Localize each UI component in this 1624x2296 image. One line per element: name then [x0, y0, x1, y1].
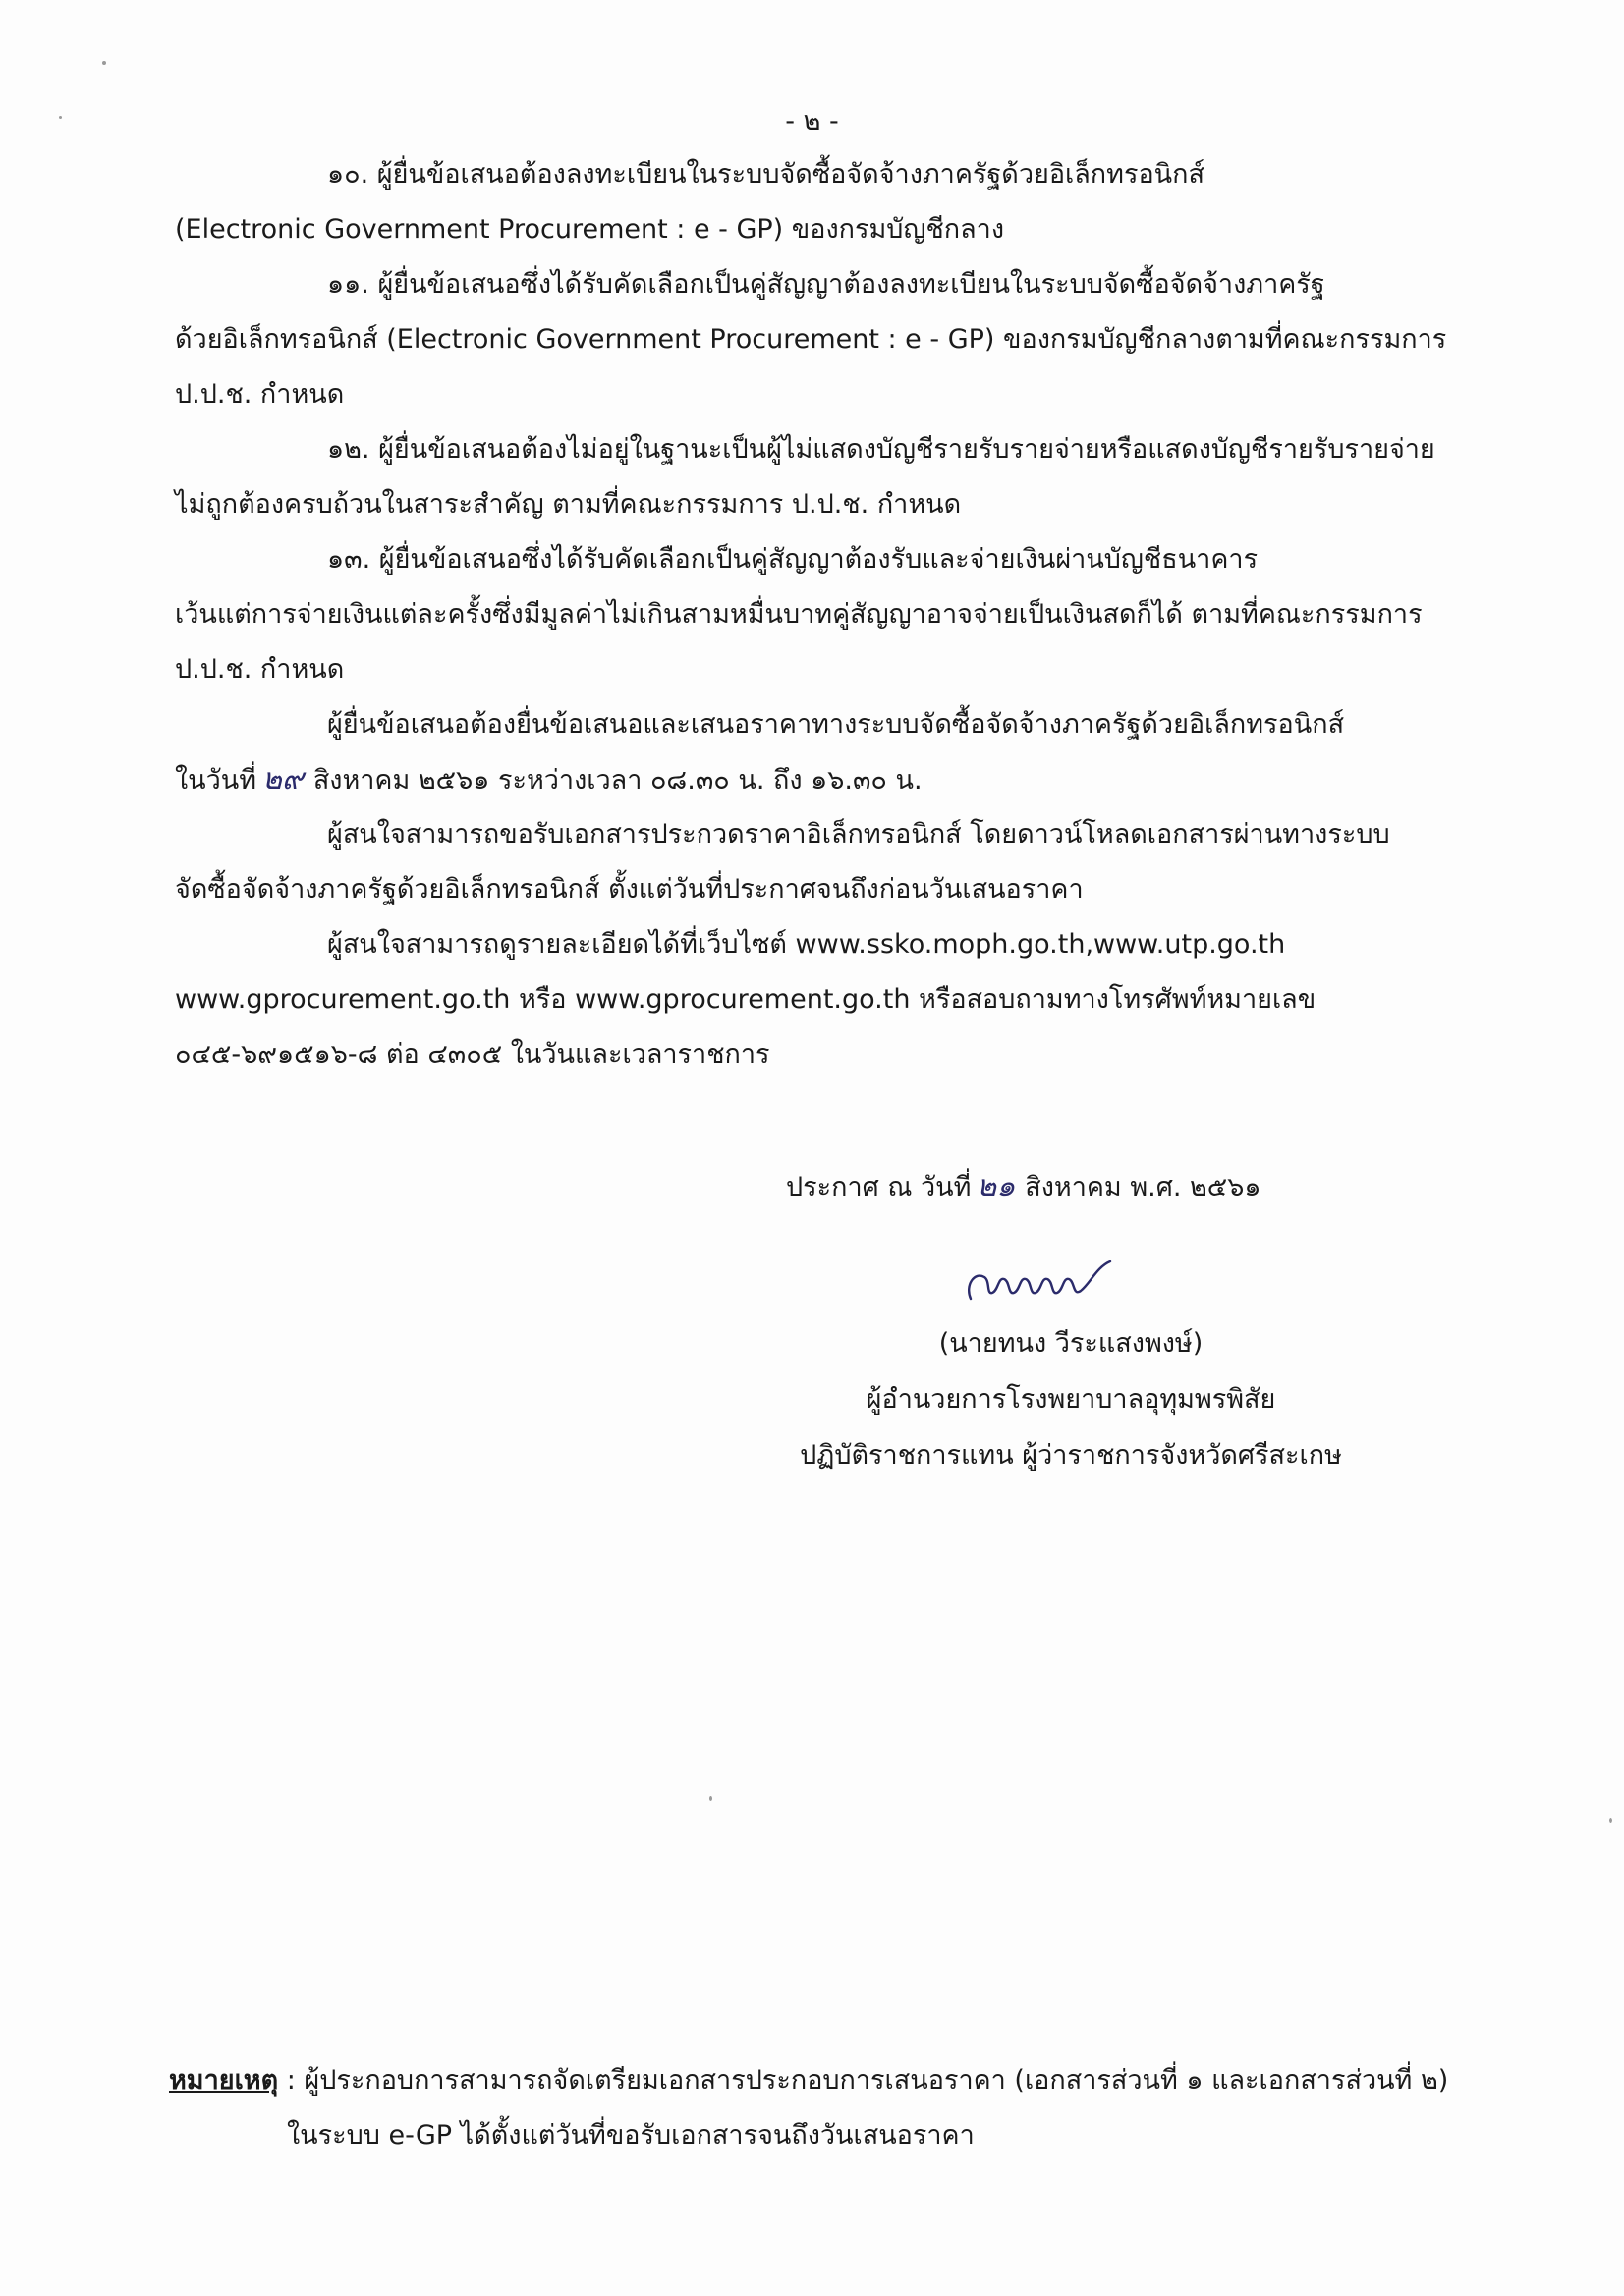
- scan-speck: [709, 1796, 712, 1801]
- clause-line: ๑๐. ผู้ยื่นข้อเสนอต้องลงทะเบียนในระบบจัดซื้อจัดจ้างภาครัฐด้วยอิเล็กทรอนิกส์: [327, 159, 1204, 190]
- clause-13: [175, 532, 1452, 698]
- submission-date-line: [175, 753, 1452, 808]
- clause-line: (Electronic Government Procurement : e - GP) ของกรมบัญชีกลาง: [175, 214, 1005, 245]
- clause-line: ๑๓. ผู้ยื่นข้อเสนอซึ่งได้รับคัดเลือกเป็นคู่สัญญาต้องรับและจ่ายเงินผ่านบัญชีธนาคาร: [327, 544, 1259, 575]
- paragraph-line: ผู้สนใจสามารถดูรายละเอียดได้ที่เว็บไซต์ www.ssko.moph.go.th,www.utp.go.th: [327, 929, 1286, 960]
- announcement-date-prefix: ประกาศ ณ วันที่: [786, 1172, 972, 1203]
- paragraph-line: www.gprocurement.go.th หรือ www.gprocurement.go.th หรือสอบถามทางโทรศัพท์หมายเลข: [175, 984, 1316, 1015]
- clause-line: ไม่ถูกต้องครบถ้วนในสาระสำคัญ ตามที่คณะกรรมการ ป.ป.ช. กำหนด: [175, 489, 962, 520]
- submission-date-prefix: ในวันที่: [175, 765, 257, 796]
- scan-speck: [1609, 1818, 1612, 1823]
- paragraph-line: ผู้สนใจสามารถขอรับเอกสารประกวดราคาอิเล็กทรอนิกส์ โดยดาวน์โหลดเอกสารผ่านทางระบบ: [327, 819, 1390, 850]
- signer-block: [766, 1316, 1375, 1484]
- clause-line: เว้นแต่การจ่ายเงินแต่ละครั้งซึ่งมีมูลค่าไม่เกินสามหมื่นบาทคู่สัญญาอาจจ่ายเป็นเงินสดก็ได้ ตามที่คณะกรรมการ: [175, 599, 1423, 630]
- footnote-line-1: [169, 2053, 1476, 2108]
- clause-line: ป.ป.ช. กำหนด: [175, 379, 345, 410]
- contact-paragraph: [175, 918, 1452, 1083]
- footnote-separator: :: [278, 2065, 305, 2096]
- clause-line: ๑๒. ผู้ยื่นข้อเสนอต้องไม่อยู่ในฐานะเป็นผู้ไม่แสดงบัญชีรายรับรายจ่ายหรือแสดงบัญชีรายรับรายจ่าย: [327, 434, 1435, 465]
- footnote-line-2: ในระบบ e-GP ได้ตั้งแต่วันที่ขอรับเอกสารจนถึงวันเสนอราคา: [287, 2120, 975, 2151]
- handwritten-day: ๒๑: [977, 1169, 1016, 1204]
- announcement-date-rest: สิงหาคม พ.ศ. ๒๕๖๑: [1025, 1172, 1261, 1203]
- announcement-date: [786, 1159, 1261, 1215]
- submission-paragraph: [175, 698, 1452, 808]
- signer-acting: ปฏิบัติราชการแทน ผู้ว่าราชการจังหวัดศรีสะเกษ: [800, 1440, 1342, 1471]
- page-number: - ๒ -: [785, 106, 839, 137]
- clause-10: [175, 147, 1452, 257]
- document-body: [175, 147, 1452, 1083]
- submission-line: ผู้ยื่นข้อเสนอต้องยื่นข้อเสนอและเสนอราคาทางระบบจัดซื้อจัดจ้างภาครัฐด้วยอิเล็กทรอนิกส์: [327, 709, 1345, 740]
- document-download-paragraph: [175, 808, 1452, 918]
- signer-position: ผู้อำนวยการโรงพยาบาลอุทุมพรพิสัย: [866, 1384, 1276, 1415]
- handwritten-signature: [963, 1248, 1159, 1316]
- paragraph-line: ๐๔๕-๖๙๑๕๑๖-๘ ต่อ ๔๓๐๕ ในวันและเวลาราชการ: [175, 1039, 770, 1070]
- clause-line: ๑๑. ผู้ยื่นข้อเสนอซึ่งได้รับคัดเลือกเป็นคู่สัญญาต้องลงทะเบียนในระบบจัดซื้อจัดจ้างภาครัฐ: [327, 269, 1325, 300]
- clause-line: ด้วยอิเล็กทรอนิกส์ (Electronic Government Procurement : e - GP) ของกรมบัญชีกลางตามที่คณะกรรมการ: [175, 324, 1447, 355]
- scan-speck: [102, 61, 106, 65]
- clause-11: [175, 257, 1452, 422]
- clause-line: ป.ป.ช. กำหนด: [175, 654, 345, 685]
- footnote-text: ผู้ประกอบการสามารถจัดเตรียมเอกสารประกอบการเสนอราคา (เอกสารส่วนที่ ๑ และเอกสารส่วนที่ ๒): [304, 2065, 1449, 2096]
- clause-12: [175, 422, 1452, 532]
- footnote: [169, 2053, 1476, 2163]
- paragraph-line: จัดซื้อจัดจ้างภาครัฐด้วยอิเล็กทรอนิกส์ ตั้งแต่วันที่ประกาศจนถึงก่อนวันเสนอราคา: [175, 874, 1084, 905]
- footnote-label: หมายเหตุ: [169, 2065, 279, 2096]
- handwritten-day: ๒๙: [262, 762, 304, 797]
- submission-date-rest: สิงหาคม ๒๕๖๑ ระหว่างเวลา ๐๘.๓๐ น. ถึง ๑๖.๓๐ น.: [312, 765, 923, 796]
- signer-name: (นายทนง วีระแสงพงษ์): [938, 1328, 1204, 1359]
